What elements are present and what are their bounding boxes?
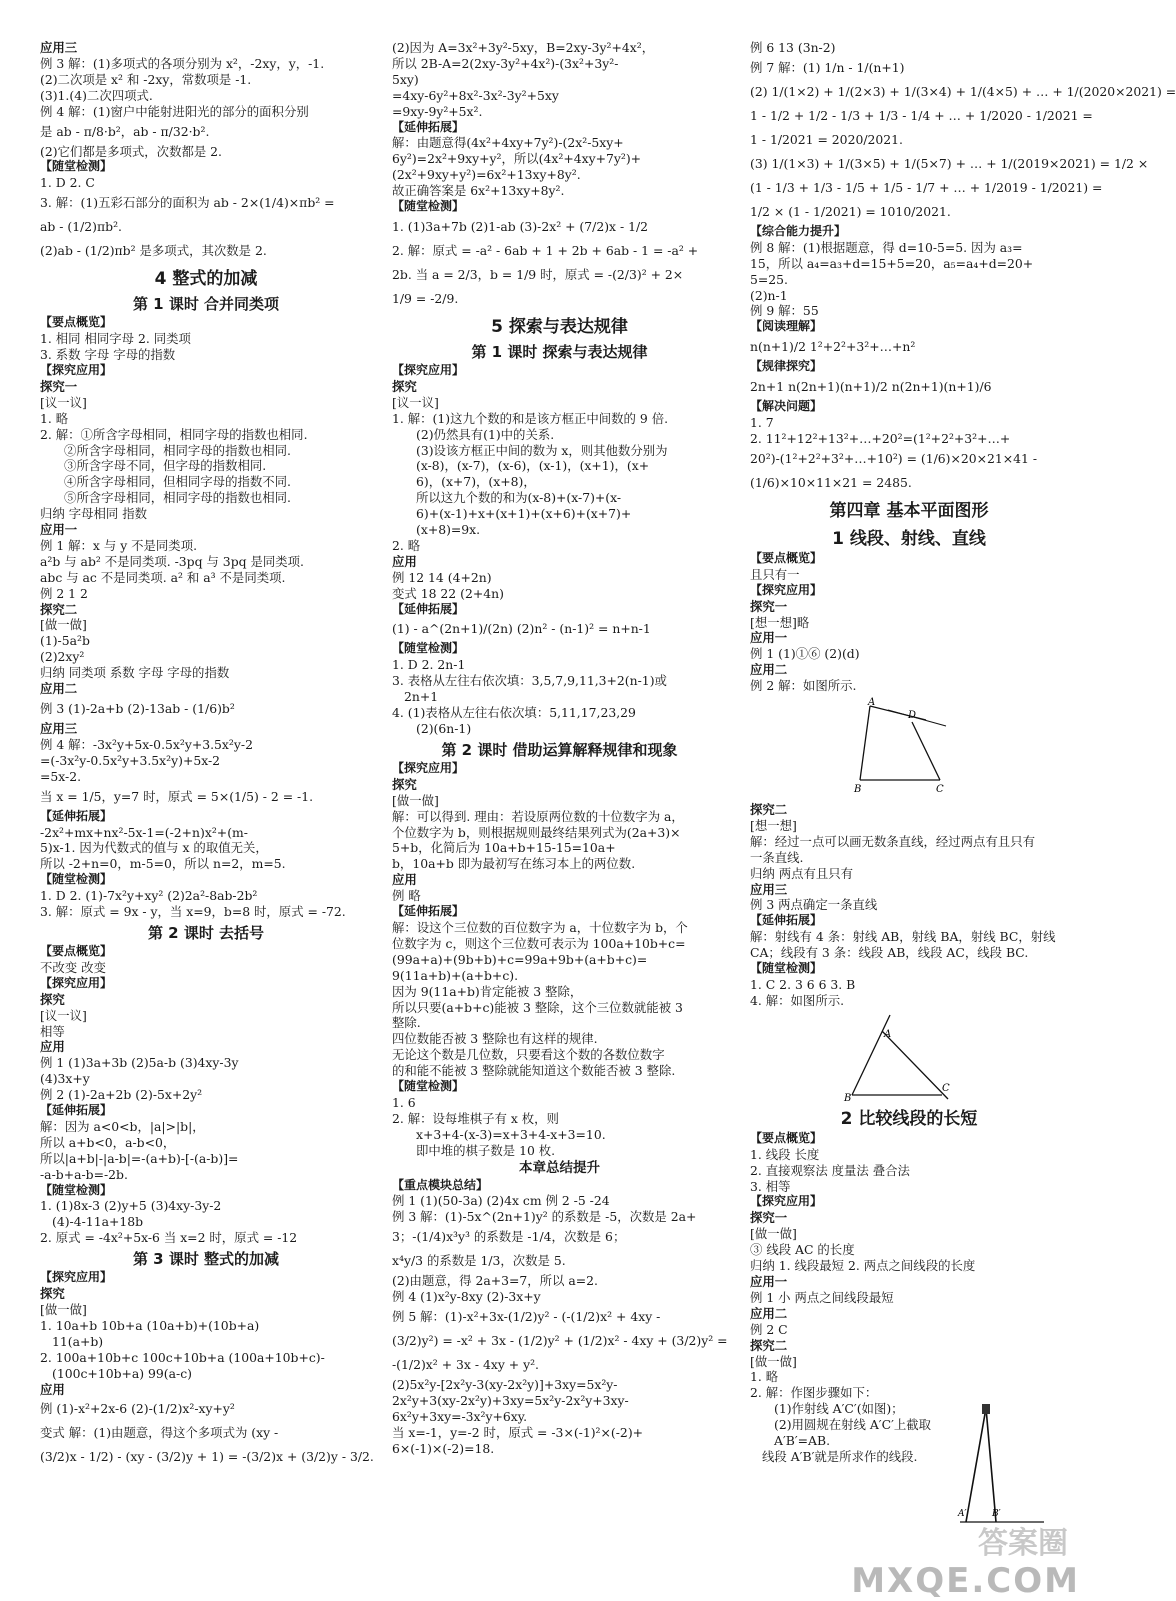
answer-line: (2) 1/(1×2) + 1/(2×3) + 1/(3×4) + 1/(4×5) + … + 1/(2020×2021) = (750, 83, 1176, 99)
section-heading: 【随堂检测】 (40, 1182, 113, 1197)
answer-line: 例 4 解：(1)窗户中能射进阳光的部分的面积分别 (40, 103, 309, 119)
section-heading: 【探究应用】 (392, 362, 465, 377)
answer-line: [做一做] (40, 617, 87, 633)
answer-line: =4xy-6y²+8x²-3x²-3y²+5xy (392, 87, 559, 103)
answer-line: 1. D 2. C (40, 175, 95, 191)
compass-leg-left (966, 1408, 986, 1522)
answer-line: (2)2xy² (40, 649, 85, 665)
answer-line: 例 2 解：如图所示. (750, 678, 857, 694)
answer-line: 2. 解：设每堆棋子有 x 枚，则 (392, 1110, 559, 1126)
watermark-url: MXQE.COM (851, 1561, 1080, 1601)
answer-line: 探究二 (750, 1337, 788, 1353)
column-2 (392, 40, 727, 1457)
answer-line: 1. 7 (750, 415, 774, 431)
lesson-title: 本章总结提升 (519, 1159, 600, 1176)
answer-line: 所以|a+b|-|a-b|=-(a+b)-[-(a-b)]= (40, 1150, 239, 1166)
answer-line: 应用二 (750, 1305, 788, 1321)
answer-line: 应用二 (40, 681, 78, 697)
answer-line: 例 2 C (750, 1321, 788, 1337)
section-heading: 【解决问题】 (750, 399, 823, 414)
answer-line: 2. 直接观察法 度量法 叠合法 (750, 1162, 910, 1178)
answer-line: 探究一 (750, 598, 788, 614)
section-heading: 【要点概览】 (40, 315, 113, 330)
answer-line: ③所含字母不同，但字母的指数相同. (64, 458, 267, 474)
answer-line: (1 - 1/3 + 1/3 - 1/5 + 1/5 - 1/7 + … + 1/2019 - 1/2021) = (750, 179, 1103, 195)
answer-line: 1. D 2. (1)-7x²y+xy² (2)2a²-8ab-2b² (40, 888, 258, 904)
answer-line: 因为 9(11a+b)肯定能被 3 整除， (392, 983, 583, 999)
answer-line: 例 9 解：55 (750, 303, 819, 319)
section-heading: 【随堂检测】 (40, 159, 113, 174)
answer-line: (2)(6n-1) (416, 721, 472, 736)
answer-line: 应用三 (40, 721, 78, 736)
answer-line: 例 3 解：(1)-5x^(2n+1)y² 的系数是 -5，次数是 2a+ (392, 1209, 697, 1225)
section-heading: 【探究应用】 (392, 760, 465, 775)
section-heading: 【重点模块总结】 (392, 1177, 489, 1192)
answer-line: ④所含字母相同，但相同字母的指数不同. (64, 474, 291, 490)
answer-line: 2. 原式 = -4x²+5x-6 当 x=2 时，原式 = -12 (40, 1230, 298, 1246)
answer-line: (2)仍然具有(1)中的关系. (416, 426, 555, 442)
fig2-label-a: A (884, 1028, 892, 1040)
answer-line: 例 3 两点确定一条直线 (750, 897, 878, 913)
lesson-title: 2 比较线段的长短 (840, 1108, 978, 1129)
fig1-label-c: C (936, 784, 944, 796)
answer-line: 2n+1 (404, 689, 439, 705)
answer-line: 例 8 解：(1)根据题意，得 d=10-5=5. 因为 a₃= (750, 239, 1023, 255)
section-heading: 【综合能力提升】 (750, 223, 847, 238)
answer-line: 相等 (40, 1023, 65, 1039)
answer-line: =5x-2. (40, 768, 82, 784)
answer-line: 6y²)=2x²+9xy+y²，所以(4x²+4xy+7y²)+ (392, 151, 642, 167)
answer-line: 所以这九个数的和为(x-8)+(x-7)+(x- (416, 490, 622, 506)
answer-line: (3/2)x - 1/2) - (xy - (3/2)y + 1) = -(3/2)x + (3/2)y - 3/2. (40, 1449, 374, 1465)
answer-line: (4)3x+y (40, 1071, 90, 1087)
answer-line: 例 2 (1)-2a+2b (2)-5x+2y² (40, 1087, 203, 1103)
answer-line: 探究一 (750, 1210, 788, 1226)
column-3-part-a (750, 40, 1176, 694)
column-3 (750, 40, 1176, 1465)
fig1-line-cd (912, 722, 940, 780)
answer-line: 例 3 解：(1)多项式的各项分别为 x²，-2xy，y，-1. (40, 55, 325, 71)
section-heading: 【延伸拓展】 (40, 808, 113, 823)
answer-line: 6)+(x-1)+x+(x+1)+(x+6)+(x+7)+ (416, 506, 632, 522)
section-heading: 【延伸拓展】 (40, 1103, 113, 1118)
answer-line: [议一议] (40, 1007, 87, 1023)
answer-line: 1. 略 (750, 1369, 779, 1385)
lesson-title: 第四章 基本平面图形 (829, 500, 989, 521)
answer-line: 解：射线有 4 条：射线 AB，射线 BA，射线 BC，射线 (750, 929, 1056, 945)
answer-line: 探究 (392, 378, 417, 394)
answer-line: (4)-4-11a+18b (52, 1214, 144, 1230)
answer-line: 例 2 1 2 (40, 585, 88, 601)
answer-line: (2)用圆规在射线 A′C′上截取 (774, 1417, 932, 1433)
answer-line: (2)二次项是 x² 和 -2xy，常数项是 -1. (40, 71, 252, 87)
answer-line: 归纳 两点有且只有 (750, 865, 854, 881)
fig3-label-b-prime: B′ (992, 1509, 1001, 1519)
answer-line: 探究 (40, 991, 65, 1007)
answer-line: 6)，(x+7)，(x+8)， (416, 474, 536, 490)
answer-line: 应用一 (40, 522, 78, 538)
answer-line: 应用 (40, 1039, 65, 1055)
answer-line: 11(a+b) (52, 1333, 104, 1349)
answer-line: 当 x = 1/5，y=7 时，原式 = 5×(1/5) - 2 = -1. (40, 788, 314, 804)
answer-line: 例 7 解：(1) 1/n - 1/(n+1) (750, 59, 905, 75)
answer-line: (2)由题意，得 2a+3=7，所以 a=2. (392, 1273, 598, 1289)
answer-line: 即中堆的棋子数是 10 枚. (416, 1142, 556, 1158)
watermark-logo: 答案圈 (978, 1526, 1068, 1562)
section-heading: 【要点概览】 (750, 550, 823, 565)
answer-line: 1. (1)3a+7b (2)1-ab (3)-2x² + (7/2)x - 1/2 (392, 218, 649, 234)
answer-line: 故正确答案是 6x²+13xy+8y². (392, 183, 565, 199)
fig2-label-b: B (844, 1092, 852, 1104)
compass-head (982, 1404, 990, 1414)
answer-line: [做一做] (392, 792, 439, 808)
lesson-title: 5 探索与表达规律 (491, 316, 628, 337)
answer-line: 1 - 1/2021 = 2020/2021. (750, 131, 903, 147)
answer-line: 解：经过一点可以画无数条直线，经过两点有且只有 (750, 833, 1035, 849)
answer-line: x+3+4-(x-3)=x+3+4-x+3=10. (416, 1126, 606, 1142)
answer-line: -(1/2)x² + 3x - 4xy + y². (392, 1357, 539, 1373)
answer-line: 3；-(1/4)x³y³ 的系数是 -1/4，次数是 6； (392, 1229, 626, 1245)
answer-line: 是 ab - π/8·b²，ab - π/32·b². (40, 123, 210, 139)
answer-line: (2)它们都是多项式，次数都是 2. (40, 143, 222, 159)
answer-line: 3. 表格从左往右依次填：3,5,7,9,11,3+2(n-1)或 (392, 673, 667, 689)
fig1-extension (888, 710, 946, 726)
answer-line: -2x²+mx+nx²-5x-1=(-2+n)x²+(m- (40, 824, 248, 840)
section-heading: 【探究应用】 (40, 362, 113, 377)
answer-line: 归纳 1. 线段最短 2. 两点之间线段的长度 (750, 1258, 976, 1274)
answer-line: [做一做] (750, 1226, 797, 1242)
section-heading: 【延伸拓展】 (392, 601, 465, 616)
section-heading: 【随堂检测】 (392, 641, 465, 656)
answer-line: (99a+a)+(9b+b)+c=99a+9b+(a+b+c)= (392, 951, 648, 967)
answer-line: a²b 与 ab² 不是同类项. -3pq 与 3pq 是同类项. (40, 553, 304, 569)
compass-figure (958, 1404, 1048, 1532)
answer-line: 例 3 (1)-2a+b (2)-13ab - (1/6)b² (40, 701, 235, 716)
answer-line: [做一做] (750, 1353, 797, 1369)
answer-line: 解：可以得到. 理由：若设原两位数的十位数字为 a， (392, 808, 684, 824)
compass-leg-right (986, 1408, 996, 1522)
section-heading: 【延伸拓展】 (392, 904, 465, 919)
answer-line: 变式 解：(1)由题意，得这个多项式为 (xy - (40, 1425, 279, 1441)
answer-line: 3. 解：原式 = 9x - y，当 x=9，b=8 时，原式 = -72. (40, 904, 346, 920)
section-heading: 【要点概览】 (750, 1130, 823, 1145)
lesson-title: 1 线段、射线、直线 (832, 528, 986, 549)
fig1-label-d: D (908, 710, 917, 722)
answer-line: 例 12 14 (4+2n) (392, 569, 492, 585)
answer-line: 例 4 (1)x²y-8xy (2)-3x+y (392, 1289, 541, 1305)
answer-line: b，10a+b 即为最初写在练习本上的两位数. (392, 856, 636, 872)
answer-line: 归纳 同类项 系数 字母 字母的指数 (40, 665, 230, 681)
section-heading: 【延伸拓展】 (750, 913, 823, 928)
answer-line: 位数字为 c，则这个三位数可表示为 100a+10b+c= (392, 935, 686, 951)
answer-line: 应用一 (750, 630, 788, 646)
answer-line: 不改变 改变 (40, 959, 106, 975)
answer-line: ab - (1/2)πb². (40, 219, 122, 235)
section-heading: 【探究应用】 (40, 975, 113, 990)
answer-line: [议一议] (392, 394, 439, 410)
answer-line: 2. 解：原式 = -a² - 6ab + 1 + 2b + 6ab - 1 = -a² + (392, 242, 699, 258)
answer-line: 5=25. (750, 271, 788, 287)
answer-line: 解：设这个三位数的百位数字为 a，十位数字为 b，个 (392, 919, 688, 935)
answer-line: 1. 解：(1)这九个数的和是该方框正中间数的 9 倍. (392, 410, 669, 426)
answer-line: 1. C 2. 3 6 6 3. B (750, 977, 856, 992)
answer-line: 1/9 = -2/9. (392, 290, 459, 306)
answer-line: 6×(-1)×(-2)=18. (392, 1440, 495, 1456)
answer-line: (100c+10b+a) 99(a-c) (52, 1365, 192, 1381)
answer-line: 例 4 解：-3x²y+5x-0.5x²y+3.5x²y-2 (40, 736, 253, 752)
answer-line: (1/6)×10×11×21 = 2485. (750, 474, 912, 490)
fig2-line-ca (882, 1028, 948, 1099)
section-heading: 【探究应用】 (40, 1270, 113, 1285)
answer-line: 6x²y+3xy=-3x²y+6xy. (392, 1408, 528, 1424)
answer-line: 例 1 (1)①⑥ (2)(d) (750, 646, 860, 662)
answer-line: 1. 相同 相同字母 2. 同类项 (40, 331, 191, 347)
answer-line: 所以只要(a+b+c)能被 3 整除，这个三位数就能被 3 (392, 999, 683, 1015)
answer-line: 整除. (392, 1015, 421, 1031)
answer-line: 2b. 当 a = 2/3，b = 1/9 时，原式 = -(2/3)² + 2× (392, 266, 684, 282)
answer-line: abc 与 ac 不是同类项. a² 和 a³ 不是同类项. (40, 569, 286, 585)
answer-line: 2. 100a+10b+c 100c+10b+a (100a+10b+c)- (40, 1349, 325, 1365)
answer-line: 2. 解：作图步骤如下： (750, 1385, 878, 1401)
answer-line: 2. 解：①所含字母相同，相同字母的指数也相同. (40, 426, 308, 442)
answer-line: 4. 解：如图所示. (750, 992, 845, 1008)
answer-line: ②所含字母相同，相同字母的指数也相同. (64, 442, 291, 458)
answer-line: (2)5x²y-[2x²y-3(xy-2x²y)]+3xy=5x²y- (392, 1377, 618, 1393)
section-heading: 【探究应用】 (750, 582, 823, 597)
answer-line: 所以 a+b<0，a-b<0， (40, 1134, 176, 1150)
answer-line: 1. 10a+b 10b+a (10a+b)+(10b+a) (40, 1317, 260, 1333)
answer-line: 应用三 (40, 40, 78, 55)
answer-line: 9(11a+b)+(a+b+c). (392, 967, 519, 983)
fig1-label-b: B (854, 784, 862, 796)
answer-line: 无论这个数是几位数，只要看这个数的各数位数字 (392, 1047, 665, 1063)
lesson-title: 第 2 课时 去括号 (147, 923, 265, 942)
lesson-title: 第 3 课时 整式的加减 (132, 1250, 280, 1269)
answer-line: 例 略 (392, 888, 421, 904)
answer-line: 例 6 13 (3n-2) (750, 40, 836, 55)
answer-line: 3. 相等 (750, 1178, 791, 1194)
answer-line: (2)n-1 (750, 287, 788, 303)
fig3-label-a-prime: A′ (958, 1509, 967, 1519)
answer-line: 的和能不能被 3 整除就能知道这个数能否被 3 整除. (392, 1063, 676, 1079)
answer-line: 所以 -2+n=0，m-5=0，所以 n=2，m=5. (40, 856, 286, 872)
answer-line: 探究 (392, 776, 417, 792)
answer-line: =(-3x²y-0.5x²y+3.5x²y)+5x-2 (40, 752, 221, 768)
answer-line: 1. 线段 长度 (750, 1146, 820, 1162)
quadrilateral-figure (848, 698, 958, 798)
lesson-title: 4 整式的加减 (154, 269, 258, 290)
answer-line: 例 1 (1)3a+3b (2)5a-b (3)4xy-3y (40, 1055, 239, 1071)
answer-line: 3. 系数 字母 字母的指数 (40, 347, 176, 363)
section-heading: 【随堂检测】 (40, 872, 113, 887)
answer-line: (3)设该方框正中间的数为 x，则其他数分别为 (416, 442, 668, 458)
answer-line: 解：因为 a<0<b，|a|>|b|， (40, 1118, 205, 1134)
section-heading: 【延伸拓展】 (392, 119, 465, 134)
answer-line: 线段 A′B′就是所求作的线段. (762, 1448, 918, 1464)
answer-line: [议一议] (40, 394, 87, 410)
answer-line: 15，所以 a₄=a₃+d=15+5=20，a₅=a₄+d=20+ (750, 255, 1034, 271)
answer-line: 例 1 (1)(50-3a) (2)4x cm 例 2 -5 -24 (392, 1193, 610, 1209)
answer-line: 例 1 小 两点之间线段最短 (750, 1289, 894, 1305)
answer-line: 探究一 (40, 378, 78, 394)
section-heading: 【探究应用】 (750, 1194, 823, 1209)
answer-line: 归纳 字母相同 指数 (40, 506, 148, 522)
answer-line: [做一做] (40, 1302, 87, 1317)
lesson-title: 第 2 课时 借助运算解释规律和现象 (441, 740, 678, 759)
answer-line: 一条直线. (750, 849, 804, 865)
answer-line: (x+8)=9x. (416, 522, 481, 538)
answer-line: 2. 11²+12²+13²+…+20²=(1²+2²+3²+…+ (750, 430, 1011, 446)
column-3-part-b (750, 802, 1068, 1009)
fig1-label-a: A (868, 697, 876, 709)
answer-line: 应用 (392, 553, 417, 569)
column-1 (40, 40, 372, 1469)
answer-line: 5xy) (392, 71, 419, 87)
answer-line: 应用 (40, 1381, 65, 1397)
answer-line: 4. (1)表格从左往右依次填：5,11,17,23,29 (392, 705, 636, 721)
answer-line: 应用三 (750, 881, 788, 897)
answer-line: 变式 18 22 (2+4n) (392, 585, 504, 601)
answer-line: 1. D 2. 2n-1 (392, 657, 466, 673)
answer-line: 且只有一 (750, 566, 800, 582)
answer-line: 2. 略 (392, 537, 421, 553)
answer-line: 1. 6 (392, 1094, 416, 1110)
answer-line: 例 1 解：x 与 y 不是同类项. (40, 537, 198, 553)
answer-line: (3)1.(4)二次四项式. (40, 87, 153, 103)
answer-line: 3. 解：(1)五彩石部分的面积为 ab - 2×(1/4)×πb² = (40, 195, 335, 211)
section-heading: 【规律探究】 (750, 359, 823, 374)
lesson-title: 第 1 课时 探索与表达规律 (471, 342, 648, 361)
answer-line: x⁴y/3 的系数是 1/3，次数是 5. (392, 1253, 566, 1269)
answer-line: 5)x-1. 因为代数式的值与 x 的取值无关， (40, 840, 268, 856)
section-heading: 【随堂检测】 (392, 1079, 465, 1094)
answer-line: 所以 2B-A=2(2xy-3y²+4x²)-(3x²+3y²- (392, 55, 619, 71)
answer-line: 应用一 (750, 1273, 788, 1289)
answer-line: 2x²y+3(xy-2x²y)+3xy=5x²y-2x²y+3xy- (392, 1393, 629, 1408)
answer-line: (3/2)y²) = -x² + 3x - (1/2)y² + (1/2)x² - 4xy + (3/2)y² = (392, 1333, 728, 1349)
answer-line: 1. 略 (40, 410, 69, 426)
fig2-line-ab (852, 1015, 890, 1095)
answer-line: =9xy-9y²+5x². (392, 103, 483, 119)
answer-line: n(n+1)/2 1²+2²+3²+…+n² (750, 339, 916, 355)
answer-line: 2n+1 n(2n+1)(n+1)/2 n(2n+1)(n+1)/6 (750, 379, 992, 395)
triangle-figure (842, 1013, 962, 1103)
answer-line: (1) - a^(2n+1)/(2n) (2)n² - (n-1)² = n+n-1 (392, 621, 651, 637)
answer-line: 1. (1)8x-3 (2)y+5 (3)4xy-3y-2 (40, 1198, 222, 1214)
section-heading: 【随堂检测】 (392, 199, 465, 214)
answer-line: 当 x=-1，y=-2 时，原式 = -3×(-1)²×(-2)+ (392, 1424, 644, 1440)
answer-line: [想一想] (750, 817, 797, 833)
answer-line: 20²)-(1²+2²+3²+…+10²) = (1/6)×20×21×41 - (750, 450, 1038, 466)
answer-line: (1)作射线 A′C′(如图)； (774, 1401, 904, 1417)
answer-line: (2x²+9xy+y²)=6x²+13xy+8y². (392, 167, 581, 183)
answer-line: 探究二 (40, 601, 78, 617)
answer-line: (3) 1/(1×3) + 1/(3×5) + 1/(5×7) + … + 1/(2019×2021) = 1/2 × (750, 155, 1149, 171)
answer-line: 应用 (392, 872, 417, 888)
answer-line: [想一想]略 (750, 614, 810, 630)
answer-line: (x-8)，(x-7)，(x-6)，(x-1)，(x+1)，(x+ (416, 458, 650, 474)
answer-line: CA；线段有 3 条：线段 AB，线段 AC，线段 BC. (750, 945, 1029, 961)
answer-line: ⑤所含字母相同，相同字母的指数也相同. (64, 490, 291, 506)
answer-line: ③ 线段 AC 的长度 (750, 1242, 855, 1258)
section-heading: 【随堂检测】 (750, 961, 823, 976)
answer-line: (2)ab - (1/2)πb² 是多项式，其次数是 2. (40, 243, 267, 259)
answer-line: A′B′=AB. (774, 1433, 831, 1449)
section-heading: 【阅读理解】 (750, 319, 823, 334)
answer-line: 1 - 1/2 + 1/2 - 1/3 + 1/3 - 1/4 + … + 1/2020 - 1/2021 = (750, 107, 1093, 123)
answer-line: 探究二 (750, 802, 788, 818)
answer-line: 解：由题意得(4x²+4xy+7y²)-(2x²-5xy+ (392, 135, 624, 151)
lesson-title: 第 1 课时 合并同类项 (132, 295, 280, 314)
fig2-label-c: C (942, 1082, 950, 1094)
answer-line: 个位数字为 b，则根据规则最终结果列式为(2a+3)× (392, 824, 681, 840)
answer-line: 例 (1)-x²+2x-6 (2)-(1/2)x²-xy+y² (40, 1401, 235, 1417)
answer-line: -a-b+a-b=-2b. (40, 1166, 128, 1182)
answer-line: (1)-5a²b (40, 633, 90, 649)
answer-line: 1/2 × (1 - 1/2021) = 1010/2021. (750, 203, 951, 219)
section-heading: 【要点概览】 (40, 943, 113, 958)
answer-line: 探究 (40, 1286, 65, 1302)
answer-line: (2)因为 A=3x²+3y²-5xy，B=2xy-3y²+4x²， (392, 40, 655, 55)
fig1-line-ab (860, 706, 870, 780)
answer-line: 5+b，化简后为 10a+b+15-15=10a+ (392, 840, 616, 856)
answer-line: 应用二 (750, 662, 788, 678)
answer-line: 四位数能否被 3 整除也有这样的规律. (392, 1031, 598, 1047)
answer-line: 例 5 解：(1)-x²+3x-(1/2)y² - (-(1/2)x² + 4xy - (392, 1309, 661, 1325)
